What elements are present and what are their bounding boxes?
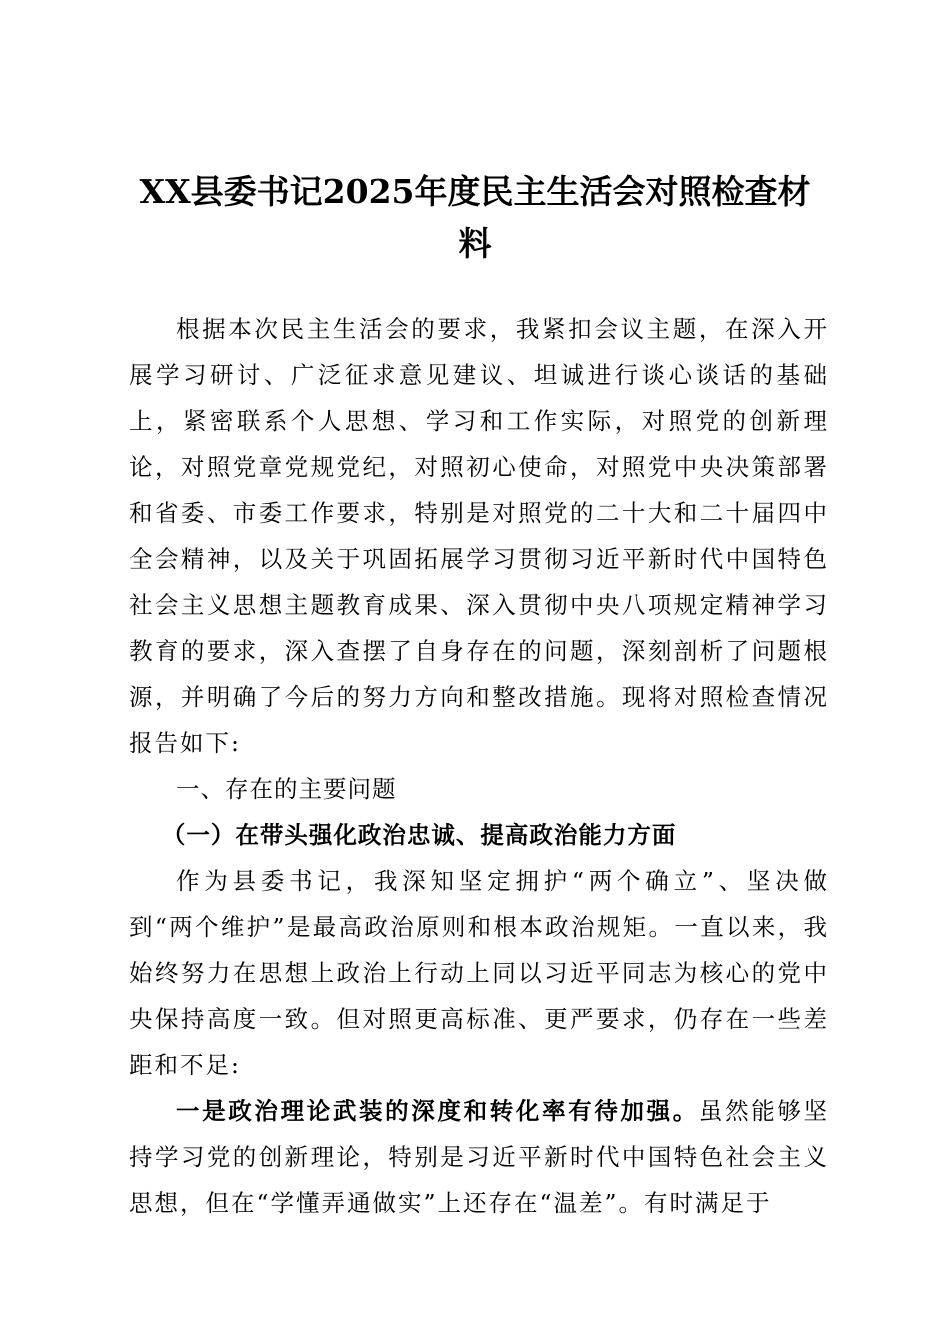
document-body <box>129 306 829 1226</box>
section-heading-1: 一、存在的主要问题 <box>176 775 397 803</box>
title-line-2: 料 <box>458 224 492 263</box>
document-title <box>100 166 850 270</box>
intro-paragraph: 根据本次民主生活会的要求，我紧扣会议主题，在深入开展学习研讨、广泛征求意见建议、坦诚进行谈心谈话的基础上，紧密联系个人思想、学习和工作实际，对照党的创新理论，对照党章党规党纪，对照初心使命，对照党中央决策部署和省委、市委工作要求，特别是对照党的二十大和二十届四中全会精神，以及关于巩固拓展学习贯彻习近平新时代中国特色社会主义思想主题教育成果、深入贯彻中央八项规定精神学习教育的要求，深入查摆了自身存在的问题，深刻剖析了问题根源，并明确了今后的努力方向和整改措施。现将对照检查情况报告如下: <box>129 315 829 757</box>
subsection-heading-1: （一）在带头强化政治忠诚、提高政治能力方面 <box>161 821 677 849</box>
point-1-paragraph <box>129 1088 829 1226</box>
point-1-text: 虽然能够坚持学习党的创新理论，特别是习近平新时代中国特色社会主义思想，但在“学懂弄通做实”上还存在“温差”。有时满足于 <box>129 1097 830 1217</box>
paragraph-2: 作为县委书记，我深知坚定拥护“两个确立”、坚决做到“两个维护”是最高政治原则和根本政治规矩。一直以来，我始终努力在思想上政治上行动上同以习近平同志为核心的党中央保持高度一致。但对照更高标准、更严要求，仍存在一些差距和不足: <box>129 867 829 1079</box>
title-line-1: XX县委书记2025年度民主生活会对照检查材 <box>139 172 811 211</box>
point-1-lead: 一是政治理论武装的深度和转化率有待加强。 <box>176 1097 699 1125</box>
